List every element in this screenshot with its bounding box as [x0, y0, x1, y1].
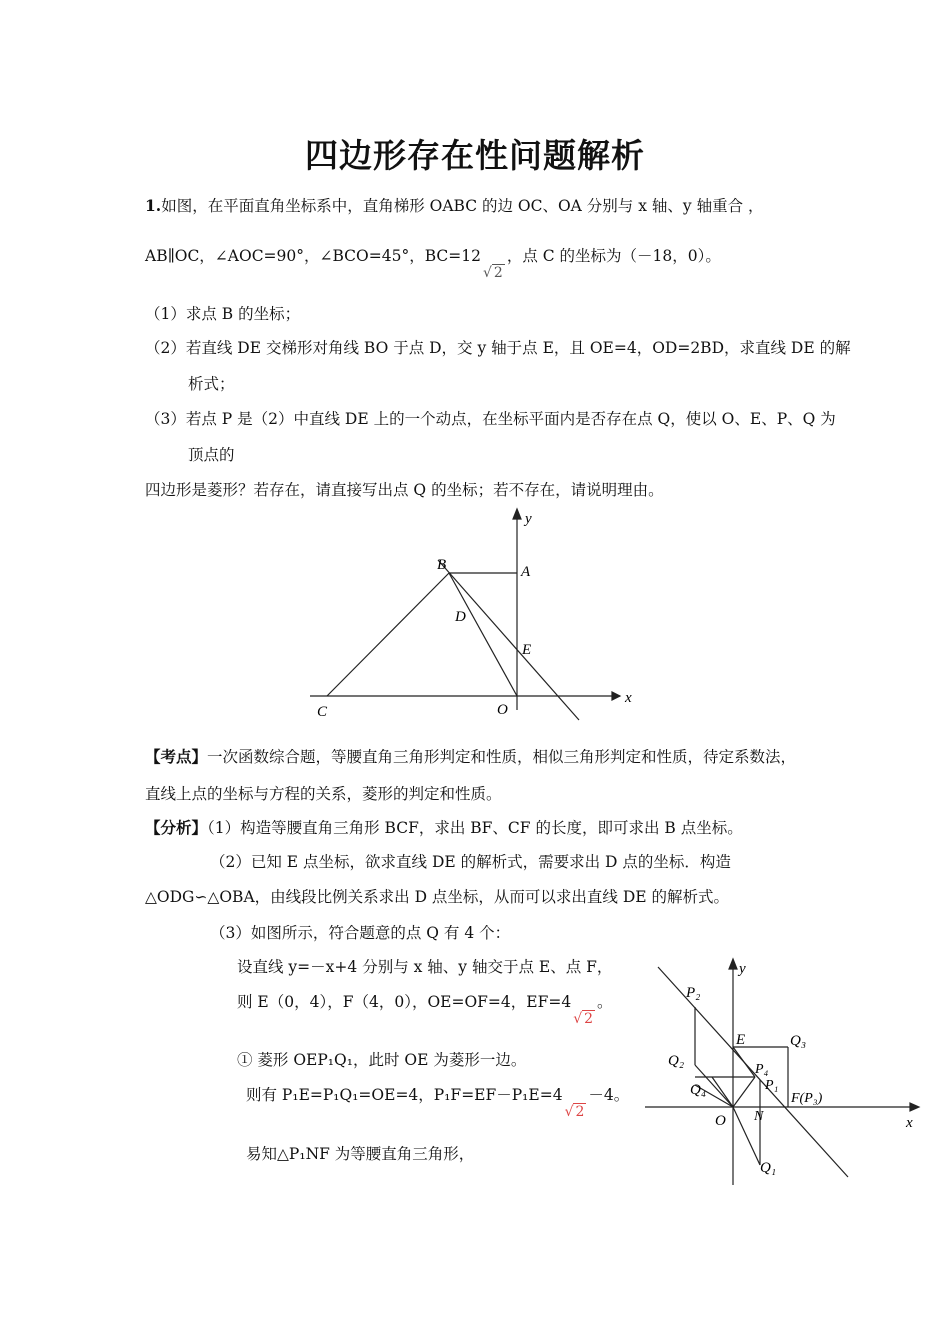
sqrt-symbol: √ 2	[573, 1011, 594, 1027]
label-f: F(P₃)	[791, 1091, 823, 1106]
fenxi-line-1: 【分析】（1）构造等腰直角三角形 BCF，求出 BF、CF 的长度，即可求出 B 点坐标。	[145, 818, 743, 837]
y-axis-arrow-icon	[729, 959, 737, 969]
label-d: D	[455, 609, 466, 625]
solution-line-5: 易知△P₁NF 为等腰直角三角形，	[246, 1145, 475, 1163]
question-3-a: （3）若点 P 是（2）中直线 DE 上的一个动点，在坐标平面内是否存在点 Q，使以 O、E、P、Q 为	[145, 410, 836, 428]
label-p1: P₁	[765, 1078, 779, 1093]
page-title: 四边形存在性问题解析	[305, 136, 645, 175]
fenxi-line-2: （2）已知 E 点坐标，欲求直线 DE 的解析式，需要求出 D 点的坐标．构造	[210, 853, 731, 871]
figure-trapezoid	[300, 505, 640, 725]
x-axis-arrow-icon	[612, 692, 620, 700]
question-2-b: 析式；	[188, 375, 235, 393]
label-q3: Q₃	[790, 1033, 807, 1049]
label-p4: P₄	[755, 1062, 769, 1077]
fenxi-tag: 【分析】	[145, 818, 208, 837]
label-y: y	[739, 961, 746, 977]
question-2-a: （2）若直线 DE 交梯形对角线 BO 于点 D，交 y 轴于点 E，且 OE=4，OD=2BD，求直线 DE 的解	[145, 339, 851, 357]
y-axis-arrow-icon	[513, 509, 521, 519]
label-b: B	[437, 557, 447, 573]
label-a: A	[521, 564, 531, 580]
segment-p4o	[733, 1077, 755, 1107]
kaodian-tag: 【考点】	[145, 747, 208, 766]
sqrt-symbol: √ 2	[564, 1104, 585, 1120]
solution-line-4: 则有 P₁E=P₁Q₁=OE=4，P₁F=EF－P₁E=4√ 2－4。	[246, 1086, 630, 1120]
label-q2: Q₂	[668, 1053, 685, 1069]
label-o: O	[497, 702, 508, 718]
question-3-c: 四边形是菱形？若存在，请直接写出点 Q 的坐标；若不存在，请说明理由。	[145, 481, 664, 499]
fenxi-line-4: （3）如图所示，符合题意的点 Q 有 4 个：	[210, 924, 511, 942]
segment-bo	[449, 573, 517, 696]
label-q4: Q₄	[690, 1082, 707, 1098]
label-e: E	[736, 1032, 746, 1048]
x-axis-arrow-icon	[910, 1103, 919, 1111]
problem-line-1: 1.如图，在平面直角坐标系中，直角梯形 OABC 的边 OC、OA 分别与 x 轴、y 轴重合 ，	[145, 196, 764, 215]
kaodian-line-1: 【考点】一次函数综合题，等腰直角三角形判定和性质，相似三角形判定和性质，待定系数法，	[145, 747, 797, 766]
label-q1: Q₁	[760, 1160, 777, 1176]
label-e: E	[522, 642, 532, 658]
kaodian-line-2: 直线上点的坐标与方程的关系，菱形的判定和性质。	[145, 785, 502, 803]
sqrt-symbol: √ 2	[482, 265, 503, 281]
label-n: N	[754, 1109, 764, 1124]
problem-line-2: AB∥OC，∠AOC=90°，∠BCO=45°，BC=12√ 2，点 C 的坐标为（－18，0）。	[145, 247, 721, 281]
solution-line-1: 设直线 y=－x+4 分别与 x 轴、y 轴交于点 E、点 F，	[237, 958, 613, 976]
solution-line-3: ① 菱形 OEP₁Q₁，此时 OE 为菱形一边。	[237, 1051, 527, 1069]
question-1: （1）求点 B 的坐标；	[145, 305, 301, 323]
figure-rhombus	[640, 955, 925, 1190]
label-c: C	[317, 704, 328, 720]
label-p2: P₂	[686, 985, 701, 1001]
problem-number: 1.	[145, 196, 162, 215]
label-o: O	[715, 1113, 726, 1129]
fenxi-line-3: △ODG∽△OBA，由线段比例关系求出 D 点坐标，从而可以求出直线 DE 的解析式。	[145, 888, 730, 906]
segment-o-q4	[712, 1077, 733, 1107]
solution-line-2: 则 E（0，4），F（4，0），OE=OF=4，EF=4√ 2。	[237, 993, 613, 1027]
segment-cb	[327, 573, 449, 696]
label-x: x	[625, 690, 632, 706]
segment-ep4	[733, 1047, 755, 1077]
label-x: x	[906, 1115, 913, 1131]
question-3-b: 顶点的	[188, 446, 235, 464]
label-y: y	[525, 511, 532, 527]
